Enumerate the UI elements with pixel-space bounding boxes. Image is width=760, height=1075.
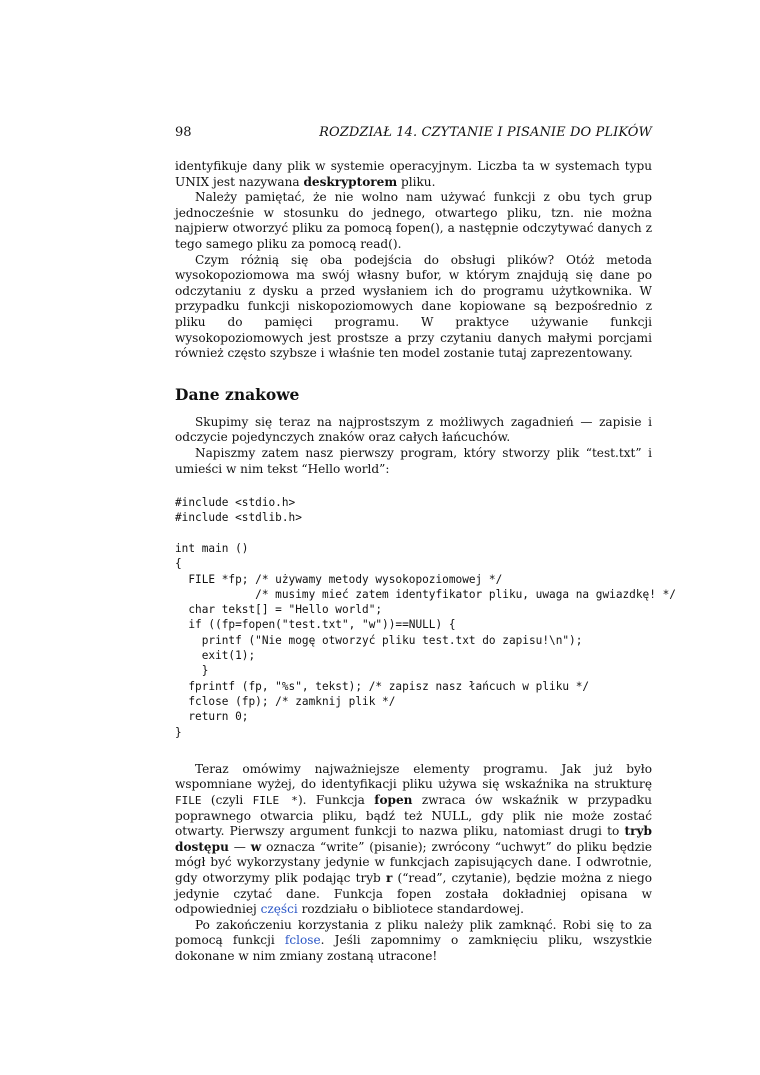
section-heading: Dane znakowe [175, 384, 300, 404]
bold-term: tryb dostępu [175, 824, 652, 854]
section-paragraph-2: Napiszmy zatem nasz pierwszy program, który stworzy plik “test.txt” i umieści w nim tekst “Hello world”: [175, 445, 652, 476]
bold-term: fopen [374, 793, 413, 808]
text-span: (czyli [201, 793, 253, 808]
page-body [175, 159, 676, 965]
text-span: identyfikuje dany plik w systemie operacyjnym. Liczba ta w systemach typu UNIX jest nazywana [175, 159, 652, 189]
page-number: 98 [175, 125, 192, 140]
text-span: zwraca ów wskaźnik w przypadku poprawnego otwarcia pliku, bądź też NULL, gdy plik nie może zostać otwarty. Pierwszy argument funkcji to nazwa pliku, natomiast drugi to [175, 793, 652, 839]
intro-paragraph-2: Należy pamiętać, że nie wolno nam używać funkcji z obu tych grup jednocześnie w stosunku do jednego, otwartego pliku, tzn. nie można najpierw otworzyć pliku za pomocą fopen(), a następnie odczytywać danych z tego samego pliku za pomocą read(). [175, 190, 652, 251]
closing-paragraph [175, 918, 652, 965]
link-fclose[interactable]: fclose [284, 933, 321, 948]
chapter-title: ROZDZIAŁ 14. CZYTANIE I PISANIE DO PLIKÓW [319, 125, 652, 140]
intro-paragraph-1 [175, 159, 652, 190]
intro-paragraph-3: Czym różnią się oba podejścia do obsługi plików? Otóż metoda wysokopoziomowa ma swój własny bufor, w którym znajdują się dane po odczytaniu z dysku a przed wysłaniem ich do programu użytkownika. W przypadku funkcji niskopoziomowych dane kopiowane są bezpośrednio z pliku do pamięci programu. W praktyce używanie funkcji wysokopoziomowych jest prostsze a przy czytaniu danych małymi porcjami również często szybsze i właśnie ten model zostanie tutaj zaprezentowany. [175, 252, 652, 361]
text-span: . Jeśli zapomnimy o zamknięciu pliku, wszystkie dokonane w nim zmiany zostaną utracone! [175, 933, 652, 963]
code-inline: FILE [175, 794, 202, 808]
text-span: rozdziału o bibliotece standardowej. [297, 902, 524, 917]
text-span: ). Funkcja [297, 793, 375, 808]
book-page [175, 125, 676, 965]
link-czesci[interactable]: części [260, 902, 298, 917]
bold-term: r [385, 871, 393, 885]
code-inline: FILE * [252, 794, 298, 808]
bold-term: deskryptorem [303, 174, 398, 189]
text-span: oznacza “write” (pisanie); zwrócony “uchwyt” do pliku będzie mógł być wykorzystany jedynie w funkcjach zapisujących dane. I odwrotnie, gdy otworzymy plik podając tryb [175, 839, 652, 885]
explanation-paragraph [175, 762, 652, 918]
bold-term: w [250, 839, 262, 854]
text-span: (“read”, czytanie), będzie można z niego jedynie czytać dane. Funkcja fopen została dokładniej opisana w odpowiedniej [175, 871, 653, 917]
running-header [175, 125, 652, 143]
section-paragraph-1: Skupimy się teraz na najprostszym z możliwych zagadnień — zapisie i odczycie pojedynczych znaków oraz całych łańcuchów. [175, 414, 652, 445]
text-span: Po zakończeniu korzystania z pliku należy plik zamknąć. Robi się to za pomocą funkcji [175, 917, 652, 948]
code-listing: #include <stdio.h> #include <stdlib.h> int main () { FILE *fp; /* używamy metody wysokopoziomowej */ /* musimy mieć zatem identyfikator pliku, uwaga na gwiazdkę! */ char tekst[] = "Hello world"; if ((fp=fopen("test.txt", "w"))==NULL) { printf ("Nie mogę otworzyć pliku test.txt do zapisu!\n"); exit(1); } fprintf (fp, "%s", tekst); /* zapisz nasz łańcuch w pliku */ fclose (fp); /* zamknij plik */ return 0; } [175, 496, 676, 739]
text-span: Teraz omówimy najważniejsze elementy programu. Jak już było wspomniane wyżej, do identyfikacji pliku używa się wskaźnika na strukturę [175, 761, 652, 792]
text-span: pliku. [397, 174, 436, 189]
text-span: — [228, 839, 251, 854]
